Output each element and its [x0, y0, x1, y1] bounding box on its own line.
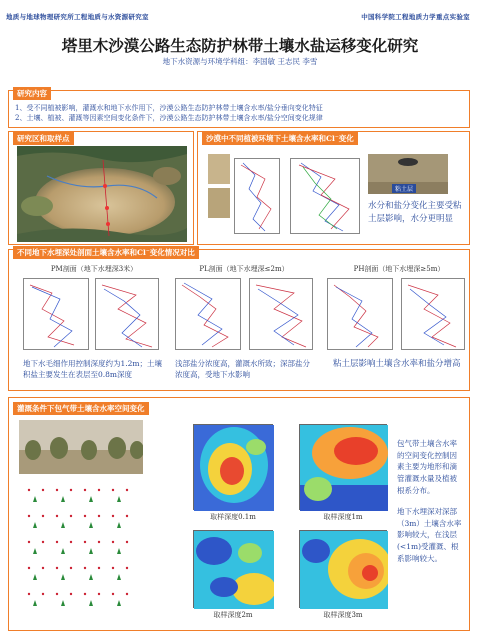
ph-chart-cl: [401, 278, 465, 350]
research-box: [8, 90, 470, 128]
irrigation-note-1: 包气带土壤含水率的空间变化控制因素主要为地形和滴管灌溉水量及植被根系分布。: [397, 439, 457, 495]
contour-caption-1m: 取样深度1m: [323, 513, 363, 521]
sampling-grid: [19, 482, 143, 622]
study-area-box: [8, 131, 194, 245]
pm-chart-cl: [95, 278, 159, 350]
contour-map-1m: [299, 424, 387, 510]
poster-title: 塔里木沙漠公路生态防护林带土壤水盐运移变化研究: [61, 37, 419, 55]
clay-layer-tag: 粘土层: [392, 184, 416, 193]
contour-map-2m: [193, 530, 273, 608]
research-line-1: 1、受不同植被影响，灌溉水和地下水作用下，沙漠公路生态防护林带土壤含水率/盐分垂向变化特征: [15, 104, 323, 112]
pm-profile-title: PM剖面（地下水埋深3米）: [50, 265, 138, 273]
pl-chart-cl: [249, 278, 313, 350]
pl-profile-title: PL剖面（地下水埋深≤2m）: [199, 265, 289, 273]
groundwater-box: [8, 249, 470, 391]
research-label: 研究内容: [13, 87, 51, 100]
ph-profile-title: PH剖面（地下水埋深≥5m）: [353, 265, 445, 273]
contour-caption-0-1m: 取样深度0.1m: [210, 513, 256, 521]
contour-map-0-1m: [193, 424, 273, 510]
research-line-2: 2、土壤、植被、灌溉等因素空间变化条件下，沙漠公路生态防护林带土壤含水率/盐分空间变化规律: [15, 114, 323, 123]
vegetation-box: [197, 131, 470, 245]
satellite-map: [17, 146, 187, 242]
contour-caption-3m: 取样深度3m: [323, 611, 363, 619]
institution-right: 中国科学院工程地质力学重点实验室: [361, 13, 470, 21]
vegetation-note: 水分和盐分变化主要受粘土层影响，水分更明显: [368, 201, 462, 224]
vegetation-chart-1: [234, 158, 280, 234]
irrigation-box: [8, 397, 470, 631]
ph-profile-note: 粘土层影响土壤含水率和盐分增高: [333, 359, 461, 369]
irrigation-photo: [19, 420, 143, 474]
header-bar: [0, 0, 480, 28]
contour-caption-2m: 取样深度2m: [213, 611, 253, 619]
pm-chart-water: [23, 278, 89, 350]
vegetation-chart-2: [290, 158, 360, 234]
ph-chart-water: [327, 278, 393, 350]
pm-profile-note: 地下水毛细作用控制深度约为1.2m；土壤积盐主要发生在表层至0.8m深度: [23, 359, 163, 380]
study-area-label: 研究区和取样点: [13, 132, 74, 145]
vegetation-photo-1: [208, 154, 230, 184]
irrigation-label: 灌溉条件下包气带土壤含水率空间变化: [13, 402, 149, 415]
vegetation-label: 沙漠中不同植被环境下土壤含水率和Cl⁻变化: [202, 132, 358, 145]
pl-profile-note: 浅部盐分浓度高，灌溉水所致；深部盐分浓度高，受地下水影响: [175, 359, 310, 380]
contour-map-3m: [299, 530, 387, 608]
pl-chart-water: [175, 278, 241, 350]
groundwater-label: 不同地下水埋深处剖面土壤含水率和Cl⁻变化情况对比: [13, 246, 199, 259]
institution-left: 地质与地球物理研究所工程地质与水资源研究室: [6, 13, 149, 21]
poster-authors: 地下水资源与环境学科组：李国敏 王志民 李雪: [162, 57, 318, 66]
irrigation-note-2: 地下水埋深对深部（3m）土壤含水率影响较大，在浅层(<1m)受灌溉、根系影响较大。: [397, 507, 462, 563]
vegetation-photo-2: [208, 188, 230, 218]
